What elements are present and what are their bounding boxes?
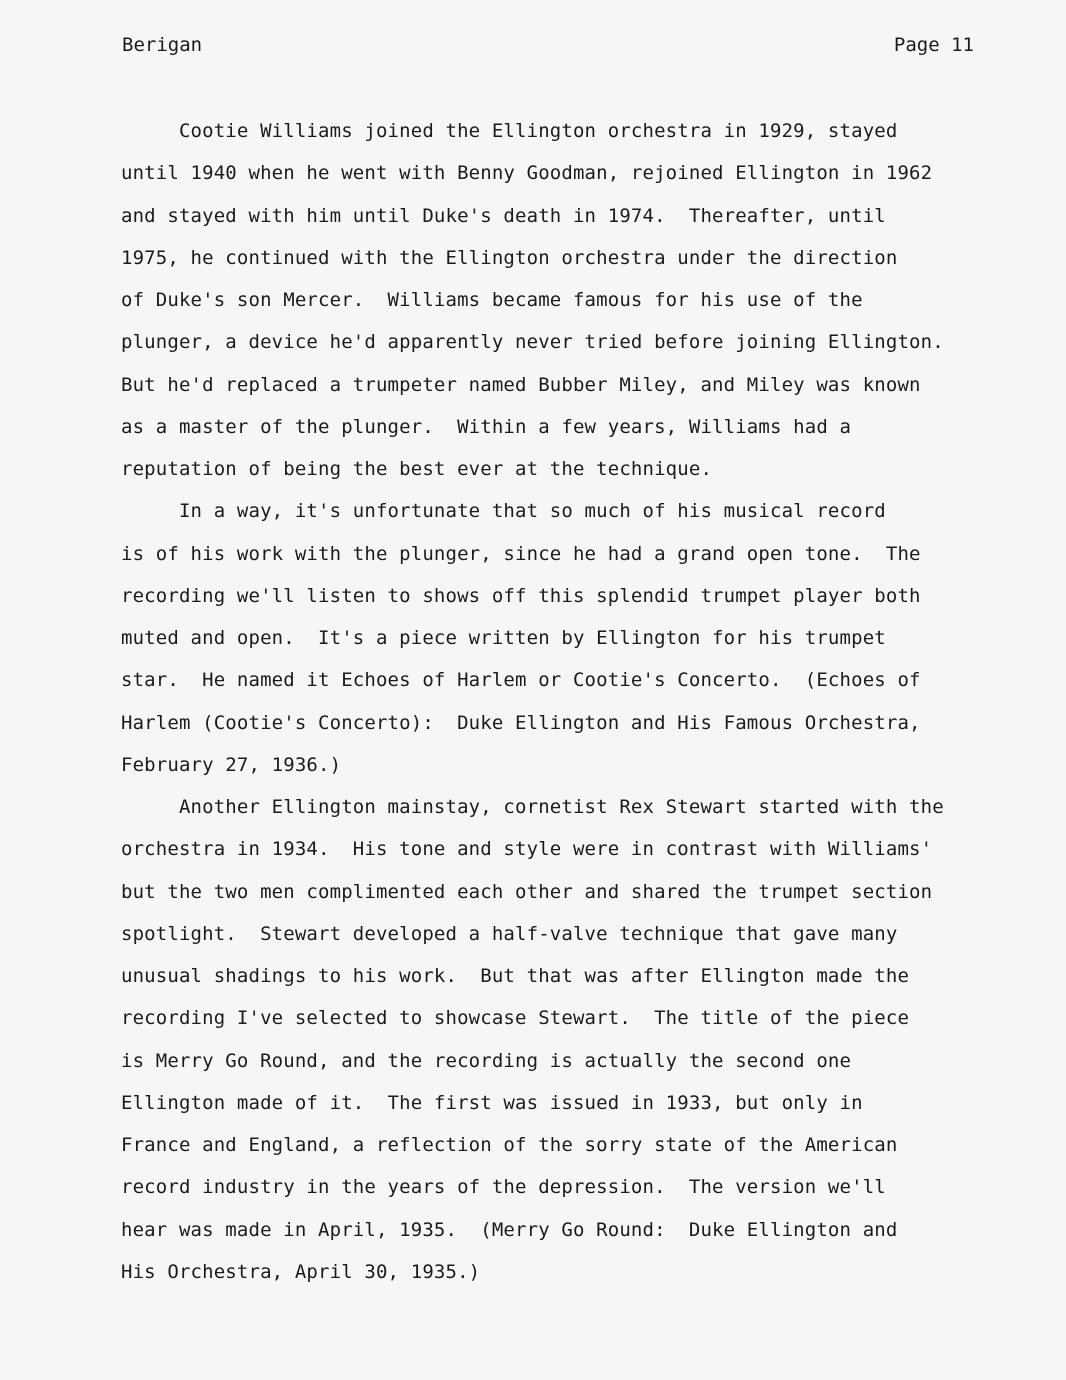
text-line: February 27, 1936.) bbox=[121, 753, 342, 776]
page-number: Page 11 bbox=[893, 34, 974, 56]
text-line: In a way, it's unfortunate that so much of his musical record bbox=[121, 500, 886, 523]
header-author: Berigan bbox=[122, 34, 203, 56]
text-line: But he'd replaced a trumpeter named Bubber Miley, and Miley was known bbox=[121, 373, 921, 396]
text-line: plunger, a device he'd apparently never tried before joining Ellington. bbox=[121, 331, 944, 354]
text-line: is of his work with the plunger, since he had a grand open tone. The bbox=[121, 542, 921, 565]
text-line: recording we'll listen to shows off this splendid trumpet player both bbox=[121, 584, 921, 607]
text-line: Cootie Williams joined the Ellington orchestra in 1929, stayed bbox=[121, 120, 898, 142]
text-line: of Duke's son Mercer. Williams became famous for his use of the bbox=[121, 289, 863, 311]
text-line: His Orchestra, April 30, 1935.) bbox=[121, 1260, 481, 1283]
text-line: record industry in the years of the depression. The version we'll bbox=[121, 1176, 886, 1199]
text-line: 1975, he continued with the Ellington orchestra under the direction bbox=[121, 246, 898, 269]
text-line: orchestra in 1934. His tone and style were in contrast with Williams' bbox=[121, 838, 933, 861]
text-line: is Merry Go Round, and the recording is actually the second one bbox=[121, 1049, 852, 1072]
text-line: Another Ellington mainstay, cornetist Rex Stewart started with the bbox=[121, 796, 944, 818]
text-line: but the two men complimented each other and shared the trumpet section bbox=[121, 880, 933, 903]
text-line: Harlem (Cootie's Concerto): Duke Ellington and His Famous Orchestra, bbox=[121, 711, 921, 734]
text-line: France and England, a reflection of the sorry state of the American bbox=[121, 1134, 898, 1156]
text-line: spotlight. Stewart developed a half-valve technique that gave many bbox=[121, 922, 898, 945]
page-header bbox=[122, 30, 974, 60]
text-line: unusual shadings to his work. But that was after Ellington made the bbox=[121, 965, 910, 987]
text-line: and stayed with him until Duke's death in 1974. Thereafter, until bbox=[121, 204, 886, 227]
text-line: Ellington made of it. The first was issued in 1933, but only in bbox=[121, 1091, 863, 1114]
text-line: star. He named it Echoes of Harlem or Cootie's Concerto. (Echoes of bbox=[121, 669, 921, 692]
text-line: recording I've selected to showcase Stewart. The title of the piece bbox=[121, 1007, 910, 1030]
text-line: reputation of being the best ever at the technique. bbox=[121, 458, 713, 480]
text-line: muted and open. It's a piece written by Ellington for his trumpet bbox=[121, 627, 886, 649]
text-line: as a master of the plunger. Within a few years, Williams had a bbox=[121, 415, 852, 438]
text-line: until 1940 when he went with Benny Goodman, rejoined Ellington in 1962 bbox=[121, 162, 933, 185]
text-line: hear was made in April, 1935. (Merry Go Round: Duke Ellington and bbox=[121, 1218, 898, 1241]
